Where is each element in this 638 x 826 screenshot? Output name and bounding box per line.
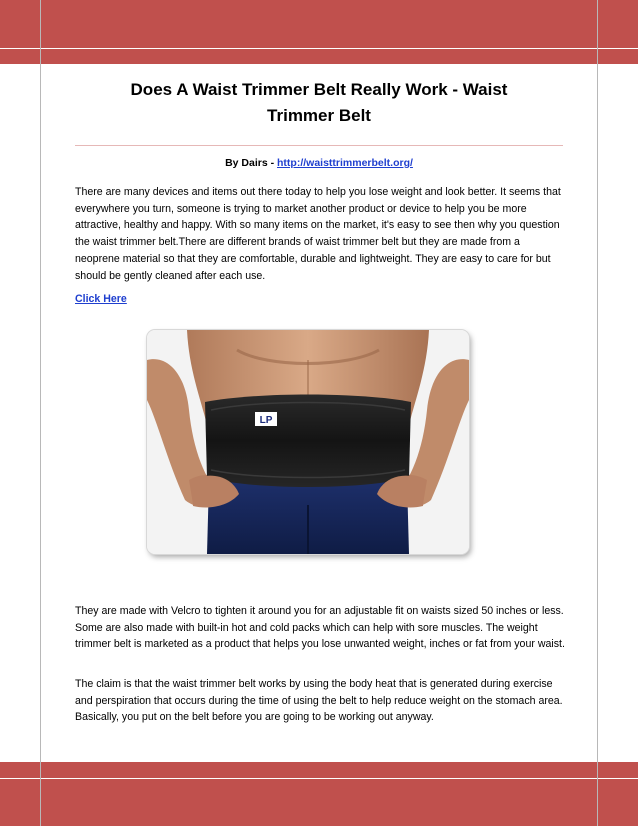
byline-author: By Dairs - xyxy=(225,157,277,169)
click-here-link[interactable]: Click Here xyxy=(75,293,127,305)
belt-logo: LP xyxy=(259,415,273,426)
right-margin-line xyxy=(597,0,598,826)
belt-photo xyxy=(147,330,469,554)
paragraph-intro: There are many devices and items out there today to help you lose weight and look better. It seems that everywhere you turn, someone is trying to market another product or device to help you be more attractive, healthy and happy. With so many items on the market, it's easy to see then why you question the waist trimmer belt.There are different brands of waist trimmer belt but they are made from a neoprene material so that they are comfortable, durable and lightweight. They are easy to care for but should be gently cleaned after each use. xyxy=(75,186,561,282)
footer-band-rule xyxy=(0,778,638,779)
header-band-rule xyxy=(0,48,638,49)
header-band xyxy=(0,0,638,64)
byline xyxy=(75,157,563,169)
page-title: Does A Waist Trimmer Belt Really Work - Waist Trimmer Belt xyxy=(130,80,508,125)
footer-band xyxy=(0,762,638,826)
left-margin-line xyxy=(40,0,41,826)
title-divider xyxy=(75,145,563,146)
belt-photo-illustration xyxy=(147,330,469,554)
paragraph-velcro: They are made with Velcro to tighten it around you for an adjustable fit on waists sized 50 inches or less. Some are also made with built-in hot and cold packs which can help with sore muscles. The weight trimmer belt is marketed as a product that helps you lose unwanted weight, inches or fat from your waist. xyxy=(75,605,565,651)
byline-link[interactable]: http://waisttrimmerbelt.org/ xyxy=(277,157,413,169)
paragraph-claim: The claim is that the waist trimmer belt works by using the body heat that is generated during exercise and perspiration that occurs during the time of using the belt to help reduce weight on the stomach area. Basically, you put on the belt before you are going to be working out anyway. xyxy=(75,678,563,724)
